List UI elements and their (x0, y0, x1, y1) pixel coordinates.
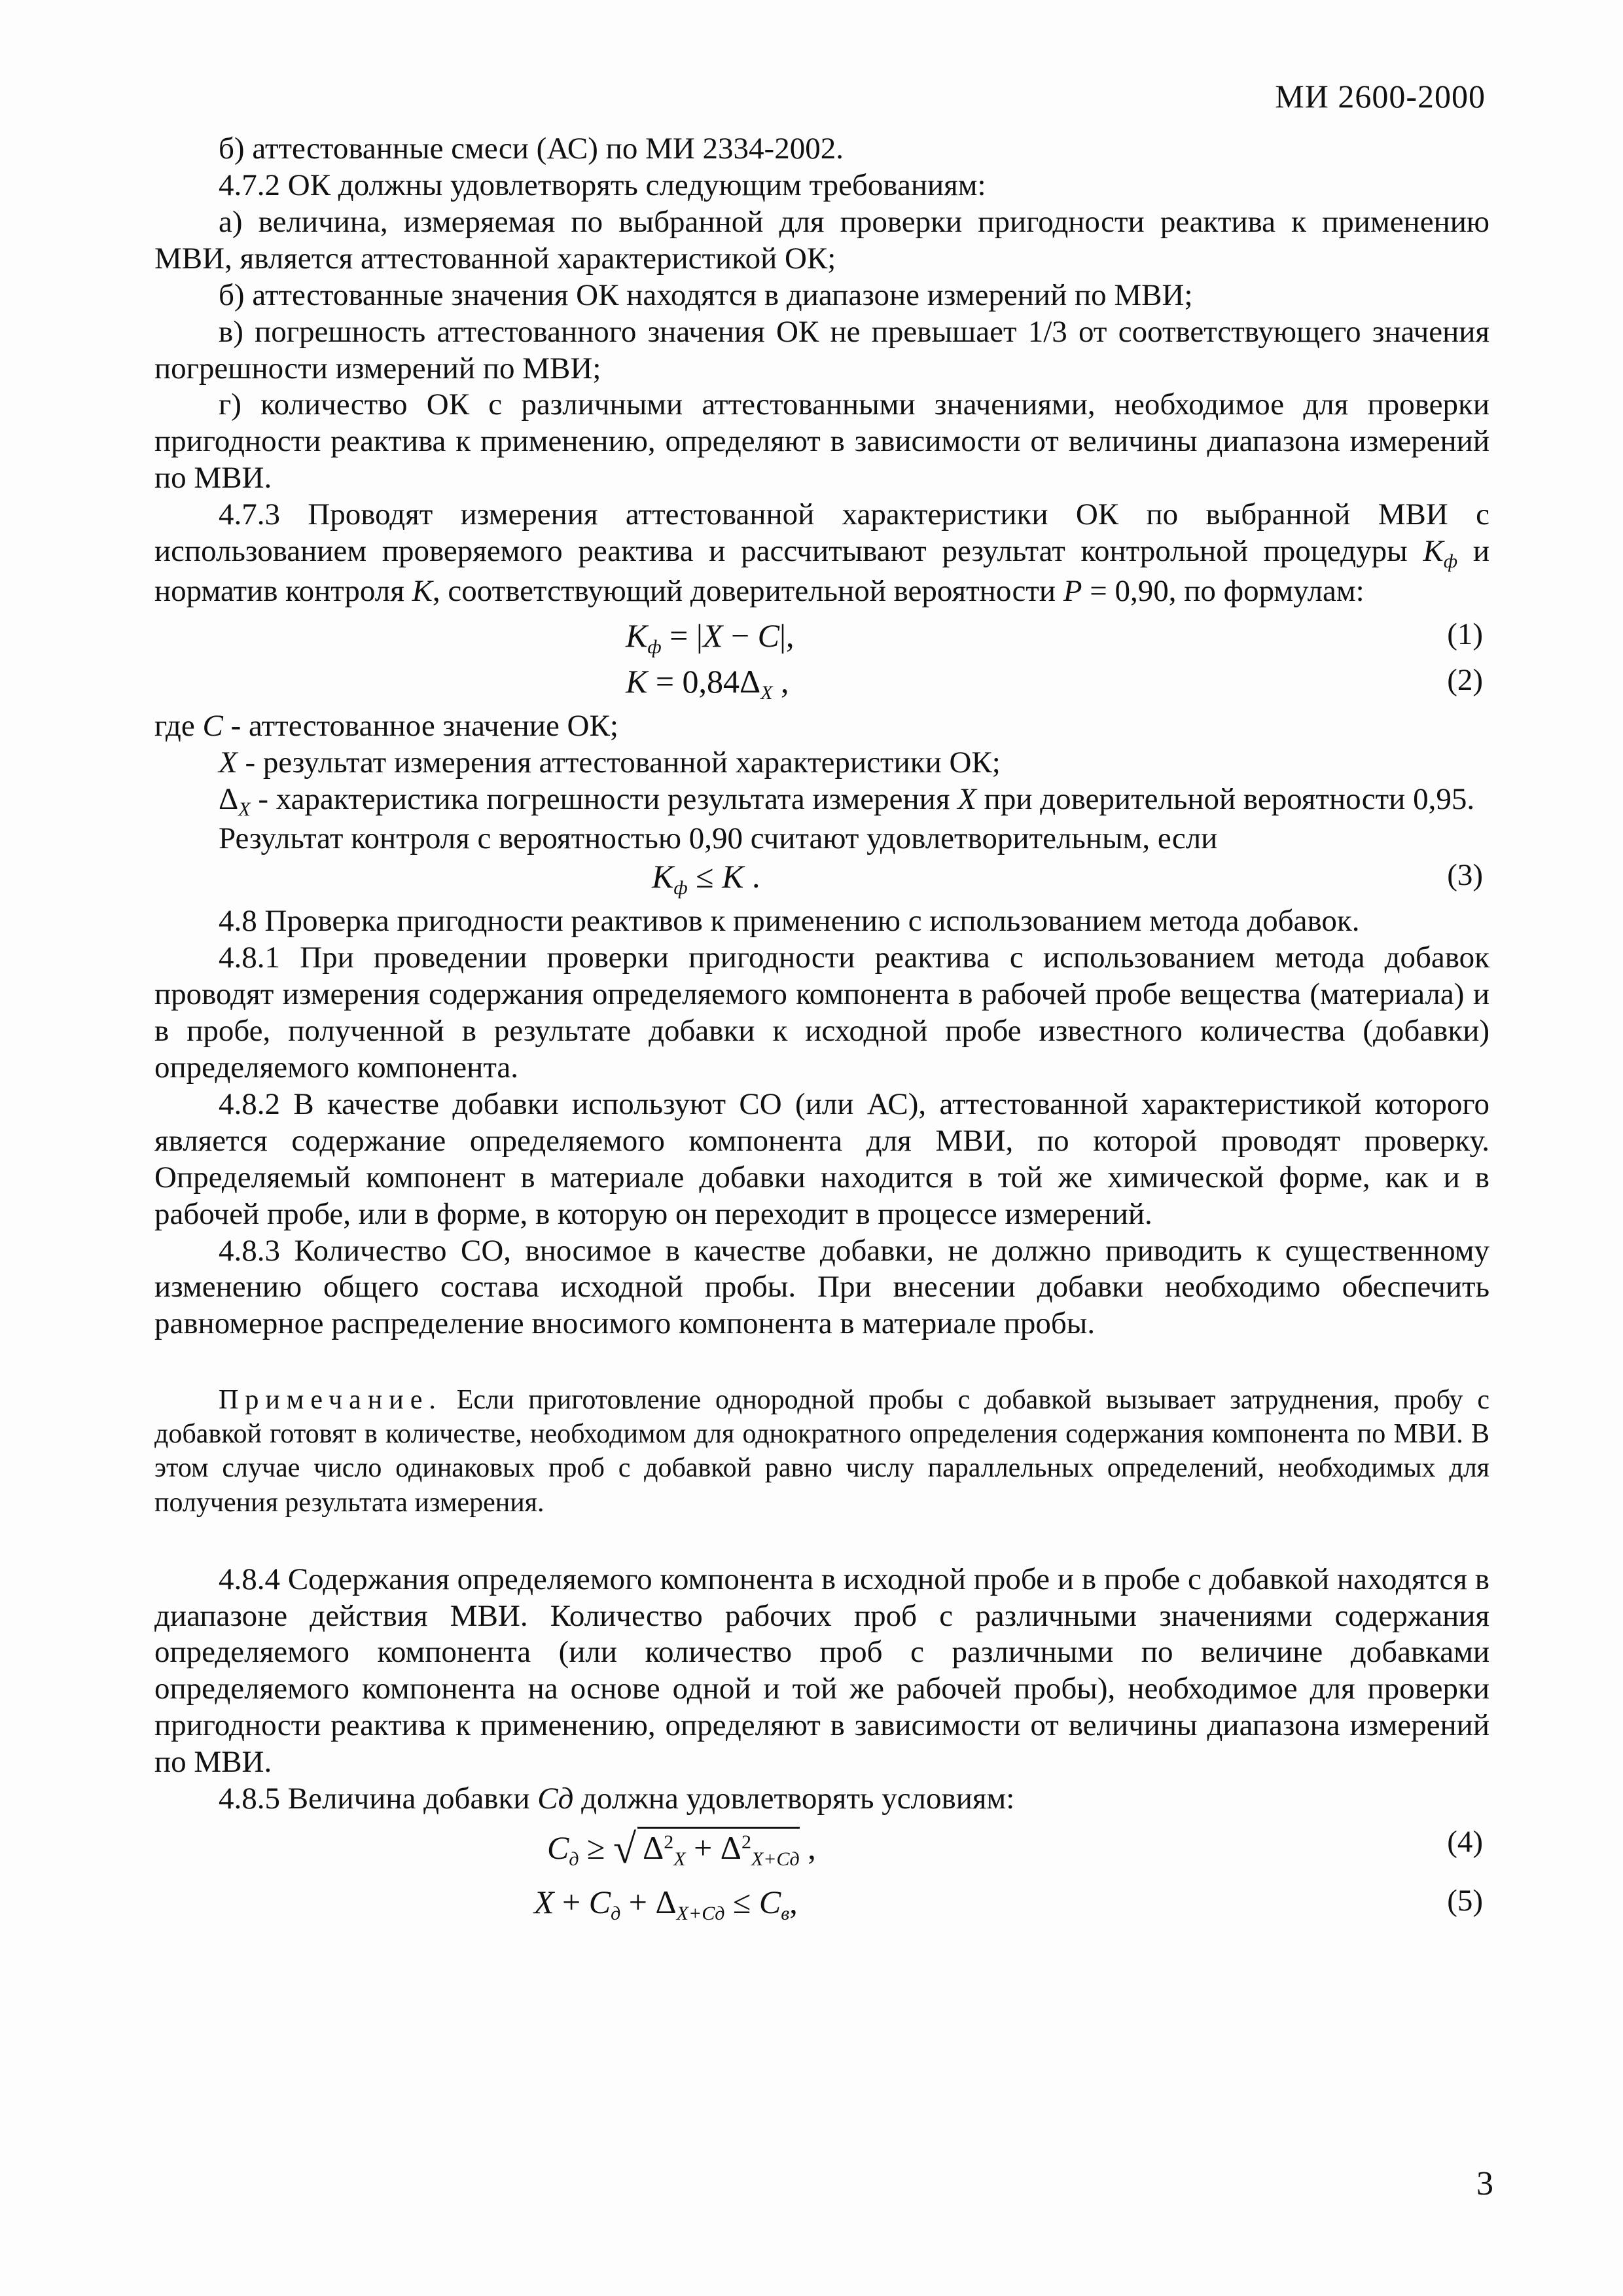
list-item: б) аттестованные значения ОК находятся в диапазоне измерений по МВИ; (219, 278, 1193, 312)
formula-1: $K_ф = |X - C|$, (1) (626, 617, 1483, 658)
formula-number: (5) (1447, 1884, 1483, 1918)
definition: где C - аттестованное значение ОК; (154, 708, 618, 743)
document-body (154, 131, 1489, 1929)
paragraph: 4.7.3 Проводят измерения аттестованной характеристики ОК по выбранной МВИ с использованием проверяемого реактива и рассчитывают результат контрольной процедуры $K_ф$ и норматив контроля K, соответствующий доверительной вероятности P = 0,90, по формулам: (154, 497, 1490, 608)
paragraph: Результат контроля с вероятностью 0,90 считают удовлетворительным, если (219, 821, 1218, 856)
formula-5: $X + C_д + \Delta_{X+Cд} \le C_в$, (5) (534, 1884, 1483, 1925)
formula-number: (2) (1447, 662, 1483, 697)
symbol: P (1063, 573, 1082, 608)
symbol: K (412, 573, 433, 608)
page-number: 3 (1476, 2165, 1493, 2203)
formula-3: $K_ф \le K$ . (3) (652, 858, 1483, 899)
formula-number: (4) (1447, 1825, 1483, 1859)
paragraph: 4.8.3 Количество СО, вносимое в качестве добавки, не должно приводить к существенному изменению общего состава исходной пробы. При внесении добавки необходимо обеспечить равномерное распределение вносимого компонента в материале пробы. (154, 1233, 1489, 1341)
list-item: а) величина, измеряемая по выбранной для проверки пригодности реактива к применению МВИ, является аттестованной характеристикой ОК; (154, 204, 1489, 276)
paragraph: 4.8.5 Величина добавки Cд должна удовлетворять условиям: (219, 1782, 1015, 1816)
definition: $\Delta_X$ - характеристика погрешности результата измерения X при доверительной вероятности 0,95. (219, 781, 1475, 820)
paragraph: 4.8.4 Содержания определяемого компонента в исходной пробе и в пробе с добавкой находятся в диапазоне действия МВИ. Количество рабочих проб с различными значениями содержания определяемого компонента (или количество проб с различными по величине добавками определяемого компонента на основе одной и той же рабочей пробы), необходимое для проверки пригодности реактива к применению, определяют в зависимости от величины диапазона измерений по МВИ. (154, 1562, 1489, 1780)
note (154, 1383, 1489, 1519)
paragraph: 4.8.1 При проведении проверки пригодности реактива с использованием метода добавок проводят измерения содержания определяемого компонента в рабочей пробе вещества (материала) и в пробе, полученной в результате добавки к исходной пробе известного количества (добавки) определяемого компонента. (154, 941, 1489, 1085)
paragraph: 4.7.2 ОК должны удовлетворять следующим требованиям: (219, 168, 986, 202)
list-item: в) погрешность аттестованного значения ОК не превышает 1/3 от соответствующего значения погрешности измерений по МВИ; (154, 314, 1489, 386)
paragraph: 4.8.2 В качестве добавки используют СО (или АС), аттестованной характеристикой которого является содержание определяемого компонента для МВИ, по которой проводят проверку. Определяемый компонент в материале добавки находится в той же химической форме, как и в рабочей пробе, или в форме, в которую он переходит в процессе измерений. (154, 1086, 1489, 1231)
document-header: МИ 2600-2000 (1275, 78, 1486, 115)
paragraph: б) аттестованные смеси (АС) по МИ 2334-2002. (219, 132, 844, 166)
section-heading: 4.8 Проверка пригодности реактивов к применению с использованием метода добавок. (219, 904, 1360, 939)
definition: X - результат измерения аттестованной характеристики ОК; (219, 745, 1001, 780)
note-text: Если приготовление однородной пробы с добавкой вызывает затруднения, пробу с добавкой готовят в количестве, необходимом для однократного определения содержания компонента по МВИ. В этом случае число одинаковых проб с добавкой равно числу параллельных определений, необходимых для получения результата измерения. (154, 1385, 1490, 1518)
formula-number: (1) (1447, 617, 1483, 651)
formula-2: $K = 0,84\Delta_X$ , (2) (626, 662, 1483, 704)
symbol: K (1423, 534, 1444, 569)
list-item: г) количество ОК с различными аттестованными значениями, необходимое для проверки пригодности реактива к применению, определяют в зависимости от величины диапазона измерений по МВИ. (154, 387, 1489, 495)
note-label: Примечание. (219, 1385, 442, 1416)
formula-number: (3) (1447, 858, 1483, 893)
formula-4: $C_д$ ≥ √ $\Delta^2_X + \Delta^2_{X+Cд}$ , (4) (547, 1825, 1483, 1873)
